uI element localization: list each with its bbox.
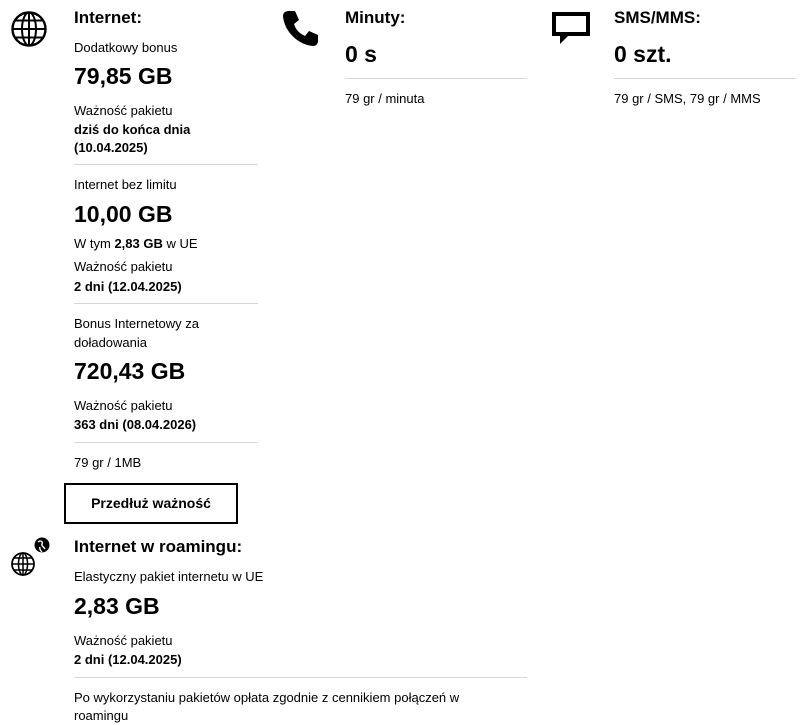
roaming-note-cont: roamingu [74,708,129,723]
divider [74,303,258,304]
divider [74,442,258,443]
package-name: Bonus Internetowy za [74,316,200,331]
package-name-cont: doładowania [74,335,148,350]
package-amount: 79,85 GB [74,63,173,89]
roaming-note: Po wykorzystaniu pakietów opłata zgodnie z cennikiem połączeń w [74,690,460,705]
extend-validity-button[interactable]: Przedłuż ważność [64,483,238,524]
validity-value: 2 dni (12.04.2025) [74,279,182,294]
package-name: Dodatkowy bonus [74,40,178,55]
divider [74,164,258,165]
validity-label: Ważność pakietu [74,398,173,413]
eu-amount: 2,83 GB [114,236,163,251]
internet-title: Internet: [74,8,142,27]
validity-value: 363 dni (08.04.2026) [74,417,197,432]
validity-value: 2 dni (12.04.2025) [74,652,182,667]
internet-rate: 79 gr / 1MB [74,455,142,470]
validity-label: Ważność pakietu [74,259,173,274]
sms-title: SMS/MMS: [614,8,701,27]
divider [74,677,527,678]
roaming-title: Internet w roamingu: [74,537,243,556]
minutes-rate: 79 gr / minuta [345,91,425,106]
divider [345,78,527,79]
package-amount: 720,43 GB [74,358,186,384]
validity-value: dziś do końca dnia [74,122,191,137]
package-name: Internet bez limitu [74,177,177,192]
minutes-title: Minuty: [345,8,406,27]
eu-suffix: w UE [162,236,198,251]
package-amount: 10,00 GB [74,201,173,227]
package-amount: 2,83 GB [74,593,160,619]
sms-rate: 79 gr / SMS, 79 gr / MMS [614,91,761,106]
phone-icon [281,8,321,48]
minutes-amount: 0 s [345,41,377,67]
validity-label: Ważność pakietu [74,103,173,118]
divider [614,78,796,79]
eu-prefix: W tym [74,236,115,251]
validity-label: Ważność pakietu [74,633,173,648]
sms-amount: 0 szt. [614,41,672,67]
chat-bubble-icon [550,10,592,48]
validity-date: (10.04.2025) [74,140,148,155]
globe-roaming-icon [10,537,52,579]
package-name: Elastyczny pakiet internetu w UE [74,569,264,584]
globe-icon [10,10,48,48]
eu-usage [74,236,198,251]
